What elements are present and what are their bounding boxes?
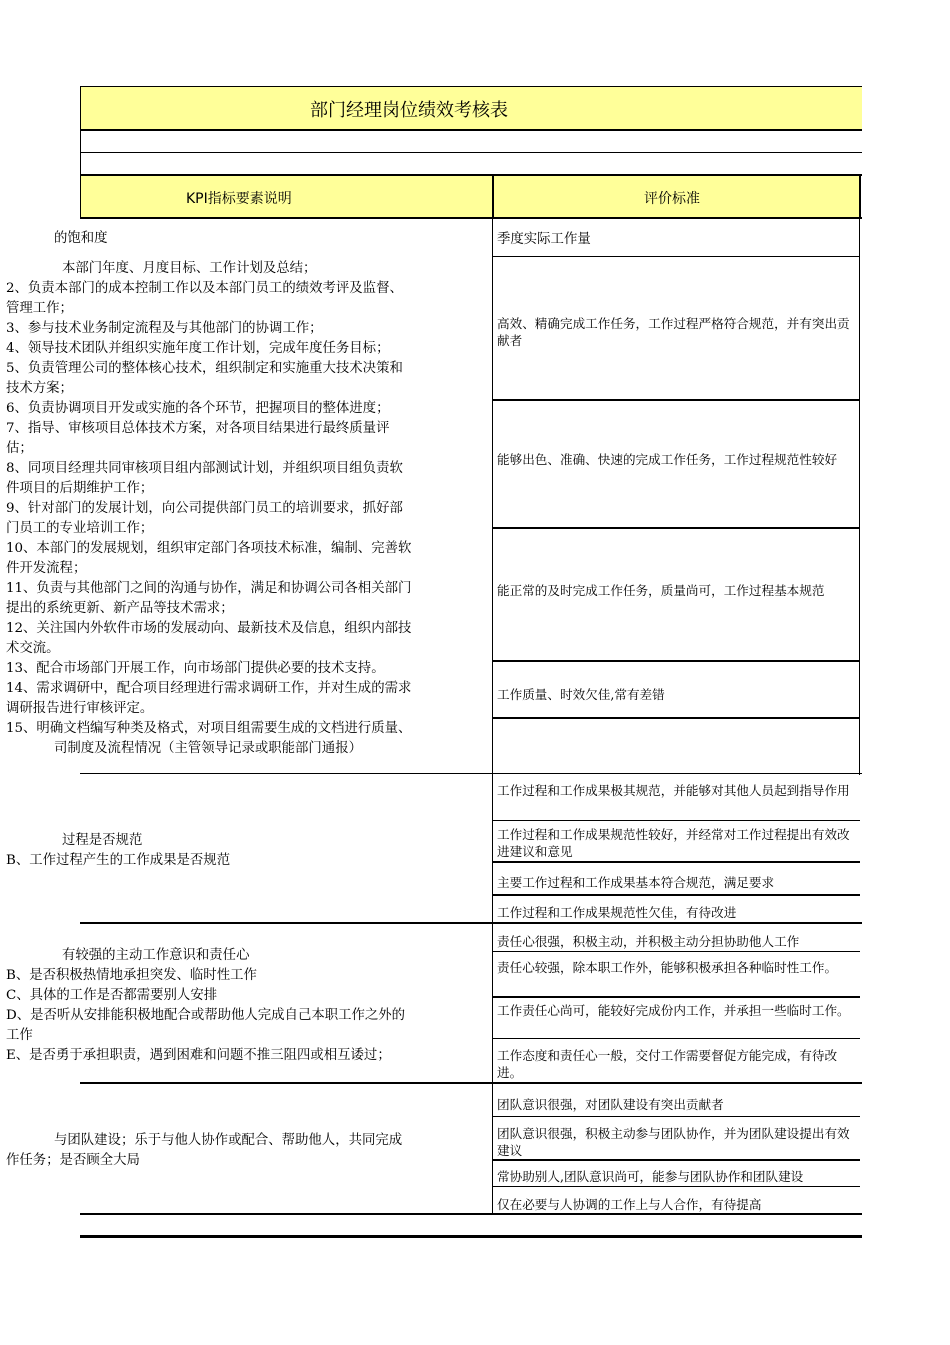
duty-line: 11、负责与其他部门之间的沟通与协作，满足和协调公司各相关部门 xyxy=(6,581,412,596)
duty-line: 10、本部门的发展规划，组织审定部门各项技术标准，编制、完善软 xyxy=(6,541,412,556)
sec5-left: C、具体的工作是否都需要别人安排 xyxy=(6,988,218,1003)
criteria-cell: 工作质量、时效欠佳,常有差错 xyxy=(497,687,665,702)
duty-line: 3、参与技术业务制定流程及与其他部门的协调工作； xyxy=(6,321,323,336)
duty-line: 13、配合市场部门开展工作，向市场部门提供必要的技术支持。 xyxy=(6,661,385,676)
sec1-right: 季度实际工作量 xyxy=(497,232,591,247)
sec5-left: 有较强的主动工作意识和责任心 xyxy=(62,948,250,963)
criteria-cell: 能正常的及时完成工作任务，质量尚可，工作过程基本规范 xyxy=(497,583,825,598)
criteria-cell: 团队意识很强，对团队建设有突出贡献者 xyxy=(497,1097,724,1112)
sec5-left: 工作 xyxy=(6,1028,33,1043)
criteria-cell: 常协助别人,团队意识尚可，能参与团队协作和团队建设 xyxy=(497,1169,804,1184)
sec1-left: 的饱和度 xyxy=(54,231,108,246)
criteria-cell: 工作责任心尚可，能较好完成份内工作，并承担一些临时工作。 xyxy=(497,1003,850,1018)
sec5-left: D、是否听从安排能积极地配合或帮助他人完成自己本职工作之外的 xyxy=(6,1008,406,1023)
criteria-cell: 责任心很强，积极主动，并积极主动分担协助他人工作 xyxy=(497,934,800,949)
criteria-cell: 责任心较强，除本职工作外，能够积极承担各种临时性工作。 xyxy=(497,960,838,975)
duty-line: 2、负责本部门的成本控制工作以及本部门员工的绩效考评及监督、 xyxy=(6,281,403,296)
criteria-header: 评价标准 xyxy=(644,191,700,207)
duty-line: 提出的系统更新、新产品等技术需求； xyxy=(6,601,234,616)
criteria-cell: 仅在必要与人协调的工作上与人合作，有待提高 xyxy=(497,1197,762,1212)
criteria-cell: 高效、精确完成工作任务，工作过程严格符合规范，并有突出贡献者 xyxy=(497,316,850,348)
sec4-left: 过程是否规范 xyxy=(62,833,143,848)
page-title: 部门经理岗位绩效考核表 xyxy=(310,100,508,121)
duty-line: 7、指导、审核项目总体技术方案，对各项目结果进行最终质量评 xyxy=(6,421,390,436)
criteria-cell: 工作过程和工作成果规范性较好，并经常对工作过程提出有效改进建议和意见 xyxy=(497,827,850,859)
duty-line: 8、同项目经理共同审核项目组内部测试计划，并组织项目组负责软 xyxy=(6,461,403,476)
criteria-cell: 工作态度和责任心一般，交付工作需要督促方能完成，有待改进。 xyxy=(497,1048,838,1080)
sec6-left: 作任务；是否顾全大局 xyxy=(6,1153,140,1168)
sec6-left: 与团队建设；乐于与他人协作或配合、帮助他人，共同完成 xyxy=(54,1133,403,1148)
duty-line: 门员工的专业培训工作； xyxy=(6,521,154,536)
sec5-left: E、是否勇于承担职责，遇到困难和问题不推三阻四或相互诿过； xyxy=(6,1048,391,1063)
kpi-header: KPI指标要素说明 xyxy=(186,191,292,207)
duty-line: 管理工作； xyxy=(6,301,73,316)
duty-line: 估； xyxy=(6,441,33,456)
sec3-left: 司制度及流程情况（主管领导记录或职能部门通报） xyxy=(54,741,362,756)
duty-line: 件项目的后期维护工作； xyxy=(6,481,154,496)
duty-line: 4、领导技术团队并组织实施年度工作计划，完成年度任务目标； xyxy=(6,341,390,356)
duty-line: 技术方案； xyxy=(6,381,73,396)
criteria-cell: 团队意识很强，积极主动参与团队协作，并为团队建设提出有效建议 xyxy=(497,1126,850,1158)
criteria-cell: 工作过程和工作成果极其规范，并能够对其他人员起到指导作用 xyxy=(497,783,850,798)
duty-line: 术交流。 xyxy=(6,641,60,656)
duty-line: 6、负责协调项目开发或实施的各个环节，把握项目的整体进度； xyxy=(6,401,390,416)
duty-line: 12、关注国内外软件市场的发展动向、最新技术及信息，组织内部技 xyxy=(6,621,412,636)
duty-line: 件开发流程； xyxy=(6,561,87,576)
duty-line: 本部门年度、月度目标、工作计划及总结； xyxy=(62,261,317,276)
criteria-cell: 主要工作过程和工作成果基本符合规范，满足要求 xyxy=(497,875,775,890)
criteria-cell: 能够出色、准确、快速的完成工作任务，工作过程规范性较好 xyxy=(497,452,838,467)
sec4-left: B、工作过程产生的工作成果是否规范 xyxy=(6,853,231,868)
duty-line: 15、明确文档编写种类及格式，对项目组需要生成的文档进行质量、 xyxy=(6,721,412,736)
duty-line: 9、针对部门的发展计划，向公司提供部门员工的培训要求，抓好部 xyxy=(6,501,403,516)
criteria-cell: 工作过程和工作成果规范性欠佳，有待改进 xyxy=(497,905,737,920)
duty-line: 14、需求调研中，配合项目经理进行需求调研工作，并对生成的需求 xyxy=(6,681,412,696)
duty-line: 5、负责管理公司的整体核心技术，组织制定和实施重大技术决策和 xyxy=(6,361,403,376)
duty-line: 调研报告进行审核评定。 xyxy=(6,701,154,716)
sec5-left: B、是否积极热情地承担突发、临时性工作 xyxy=(6,968,257,983)
